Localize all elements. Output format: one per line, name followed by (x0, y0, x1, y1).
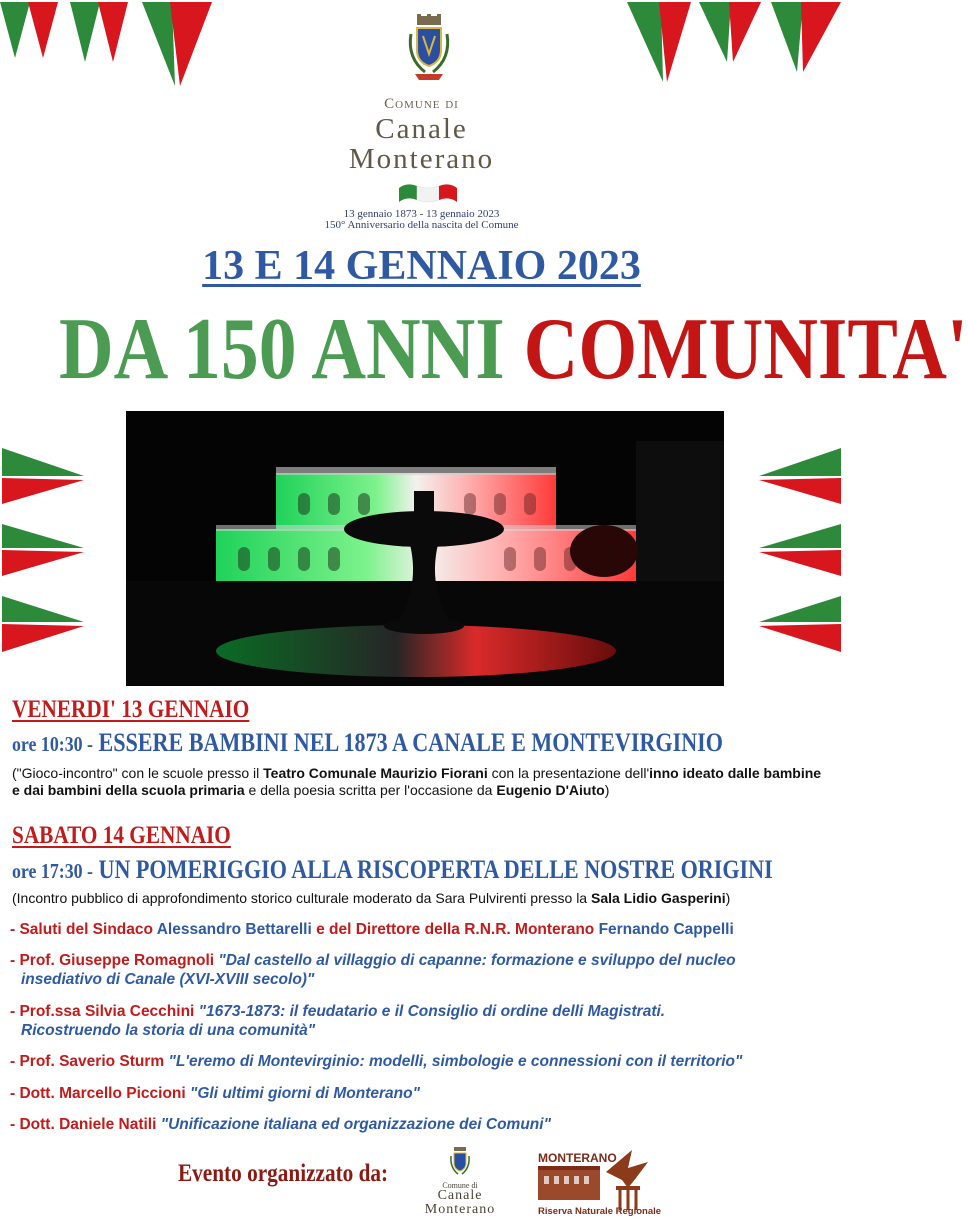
day1-description (12, 765, 832, 799)
footer-comune-name2: Monterano (424, 1202, 496, 1217)
talk-title: "Unificazione italiana ed organizzazione dei Comuni" (160, 1116, 551, 1133)
coat-of-arms-small-icon (449, 1146, 471, 1178)
flag-bunting-top-left (0, 0, 215, 88)
talk-title-cont: insediativo di Canale (XVI-XVIII secolo)" (21, 971, 315, 988)
day1-title: ESSERE BAMBINI NEL 1873 A CANALE E MONTEVIRGINIO (98, 728, 723, 757)
talk-title-cont: Ricostruendo la storia di una comunità" (21, 1022, 316, 1039)
talk-title: "L'eremo di Montevirginio: modelli, simbologie e connessioni con il territorio" (168, 1053, 743, 1070)
flag-bunting-top-right (625, 0, 843, 88)
day1-event (12, 728, 723, 758)
speaker-name: Dott. Marcello Piccioni (19, 1085, 190, 1102)
headline (59, 301, 968, 398)
program-talk: - Dott. Daniele Natili "Unificazione italiana ed organizzazione dei Comuni" (10, 1116, 551, 1133)
day2-label: SABATO 14 GENNAIO (12, 822, 231, 849)
desc-text: e della poesia scritta per l'occasione da (244, 782, 497, 798)
venue-name: Teatro Comunale Maurizio Fiorani (263, 765, 488, 781)
day1-time: ore 10:30 - (12, 732, 93, 756)
event-dates: 13 E 14 GENNAIO 2023 (202, 243, 641, 289)
program-greetings: - Saluti del Sindaco Alessandro Bettarelli e del Direttore della R.N.R. Monterano Fernando Cappelli (10, 921, 734, 938)
day2-time: ore 17:30 - (12, 859, 93, 883)
day2-description (12, 890, 832, 907)
day2-event (12, 855, 773, 885)
greet-text: Saluti del Sindaco (19, 921, 157, 938)
reserve-title: MONTERANO (538, 1151, 617, 1165)
desc-text: ) (725, 890, 731, 906)
italian-flag-icon (397, 180, 459, 202)
headline-green: DA 150 ANNI (59, 301, 505, 398)
program-talk: - Prof.ssa Silvia Cecchini "1673-1873: il feudatario e il Consiglio di ordine delli Magistrati. Ricostruendo la storia di una comunità" (10, 1002, 840, 1040)
program-talk: - Prof. Saverio Sturm "L'eremo di Montevirginio: modelli, simbologie e connessioni con il territorio" (10, 1053, 743, 1070)
comune-name-line2: Monterano (348, 143, 495, 175)
headline-red: COMUNITA' (523, 301, 968, 398)
reserve-subtitle: Riserva Naturale Regionale (538, 1206, 662, 1217)
desc-text: (Incontro pubblico di approfondimento storico culturale moderato da Sara Pulvirenti presso la (12, 890, 591, 906)
speaker-name: Prof. Giuseppe Romagnoli (19, 952, 219, 969)
anniversary-dates: 13 gennaio 1873 - 13 gennaio 2023 (343, 208, 500, 220)
speaker-name: Prof. Saverio Sturm (19, 1053, 169, 1070)
desc-text: ("Gioco-incontro" con le scuole presso il (12, 765, 264, 781)
day2-title: UN POMERIGGIO ALLA RISCOPERTA DELLE NOSTRE ORIGINI (98, 855, 773, 884)
director-name: Fernando Cappelli (598, 921, 734, 938)
talk-title: "Gli ultimi giorni di Monterano" (190, 1085, 420, 1102)
coat-of-arms-icon (405, 14, 453, 86)
organized-by-label: Evento organizzato da: (178, 1160, 389, 1187)
speaker-name: Dott. Daniele Natili (19, 1116, 161, 1133)
program-talk: - Prof. Giuseppe Romagnoli "Dal castello al villaggio di capanne: formazione e sviluppo del nucleo insediativo di Canale (XVI-XVIII secolo)" (10, 951, 840, 989)
greet-text: e del Direttore della R.N.R. Monterano (311, 921, 599, 938)
anniversary-caption: 150° Anniversario della nascita del Comune (324, 219, 519, 231)
flag-bunting-right (753, 440, 843, 665)
poet-name: Eugenio D'Aiuto (496, 782, 605, 798)
talk-title: "1673-1873: il feudatario e il Consiglio di ordine delli Magistrati. (198, 1003, 666, 1020)
program-talk: - Dott. Marcello Piccioni "Gli ultimi giorni di Monterano" (10, 1085, 420, 1102)
comune-di-label: Comune di (384, 96, 459, 112)
day1-label: VENERDI' 13 GENNAIO (12, 696, 250, 723)
flag-bunting-left (0, 440, 90, 665)
venue-name: Sala Lidio Gasperini (590, 890, 726, 906)
anthem-note: inno ideato dalle bambine e dai bambini della scuola primaria (12, 765, 822, 798)
comune-name-line1: Canale (375, 113, 468, 145)
footer-comune-di: Comune di (442, 1181, 478, 1190)
night-building-photo (126, 411, 724, 686)
mayor-name: Alessandro Bettarelli (156, 921, 312, 938)
desc-text: ) (604, 782, 610, 798)
footer-comune-name1: Canale (437, 1188, 483, 1203)
talk-title: "Dal castello al villaggio di capanne: formazione e sviluppo del nucleo (218, 952, 736, 969)
speaker-name: Prof.ssa Silvia Cecchini (19, 1003, 199, 1020)
desc-text: con la presentazione dell' (487, 765, 650, 781)
